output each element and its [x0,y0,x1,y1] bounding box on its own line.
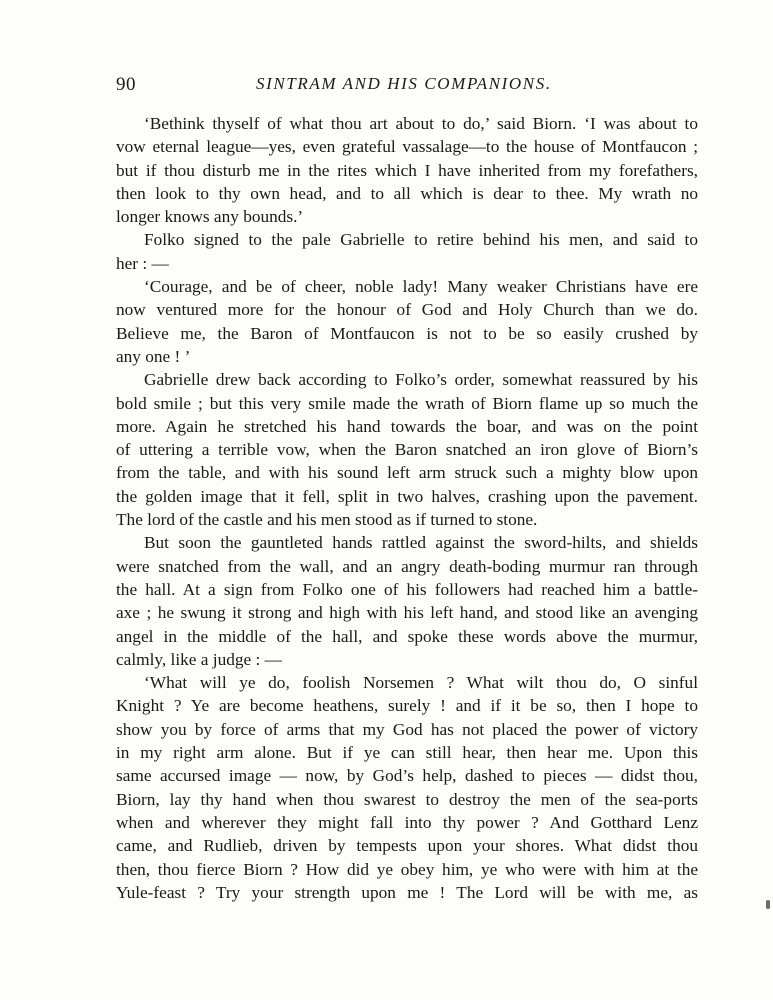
text-line: bold smile ; but this very smile made the wrath of Biorn flame up so much the [116,393,698,413]
text-line: ‘Courage, and be of cheer, noble lady! Many weaker Christians have ere [144,277,698,297]
text-line: now ventured more for the honour of God and Holy Church than we do. [116,300,698,320]
text-line: The lord of the castle and his men stood as if turned to stone. [116,510,538,530]
text-line: longer knows any bounds.’ [116,207,304,227]
text-line: Yule-feast ? Try your strength upon me ! The Lord will be with me, as [116,882,698,902]
text-line: the hall. At a sign from Folko one of his followers had reached him a battle- [116,579,698,599]
text-line: more. Again he stretched his hand towards the boar, and was on the point [116,416,698,436]
text-line: ‘Bethink thyself of what thou art about to do,’ said Biorn. ‘I was about to [144,114,698,133]
text-line: angel in the middle of the hall, and spoke these words above the murmur, [116,626,698,646]
text-line: show you by force of arms that my God has not placed the power of victory [116,719,698,739]
text-line: Believe me, the Baron of Montfaucon is not to be so easily crushed by [116,323,698,343]
text-line: were snatched from the wall, and an angry death-boding murmur ran through [116,556,698,576]
text-line: Biorn, lay thy hand when thou swarest to destroy the men of the sea-ports [116,789,698,809]
text-line: But soon the gauntleted hands rattled against the sword-hilts, and shields [144,533,698,553]
text-line: any one ! ’ [116,346,191,366]
text-line: vow eternal league—yes, even grateful vassalage—to the house of Montfaucon ; [116,137,698,157]
edge-ink-mark [766,900,770,909]
text-line: axe ; he swung it strong and high with his left hand, and stood like an avenging [116,603,698,623]
text-line: her : — [116,253,169,273]
page-header [116,74,698,98]
text-line: the golden image that it fell, split in two halves, crashing upon the pavement. [116,486,698,506]
text-line: calmly, like a judge : — [116,649,282,669]
text-line: ‘What will ye do, foolish Norsemen ? What wilt thou do, O sinful [144,673,698,693]
text-line: came, and Rudlieb, driven by tempests upon your shores. What didst thou [116,836,698,856]
text-line: same accursed image — now, by God’s help, dashed to pieces — didst thou, [116,766,698,786]
text-line: when and wherever they might fall into thy power ? And Gotthard Lenz [116,812,698,832]
text-line: Knight ? Ye are become heathens, surely ! and if it be so, then I hope to [116,696,698,716]
page-body-text [116,112,698,904]
text-line: of uttering a terrible vow, when the Baron snatched an iron glove of Biorn’s [116,440,698,460]
text-line: then, thou fierce Biorn ? How did ye obey him, ye who were with him at the [116,859,698,879]
running-title: SINTRAM AND HIS COMPANIONS. [256,74,552,93]
text-line: but if thou disturb me in the rites which I have inherited from my forefathers, [116,160,698,180]
text-line: from the table, and with his sound left arm struck such a mighty blow upon [116,463,698,483]
text-line: in my right arm alone. But if ye can still hear, then hear me. Upon this [116,743,698,763]
text-line: Gabrielle drew back according to Folko’s order, somewhat reassured by his [144,370,698,390]
text-line: Folko signed to the pale Gabrielle to retire behind his men, and said to [144,230,698,250]
page-number: 90 [116,74,136,95]
text-line: then look to thy own head, and to all which is dear to thee. My wrath no [116,183,698,203]
